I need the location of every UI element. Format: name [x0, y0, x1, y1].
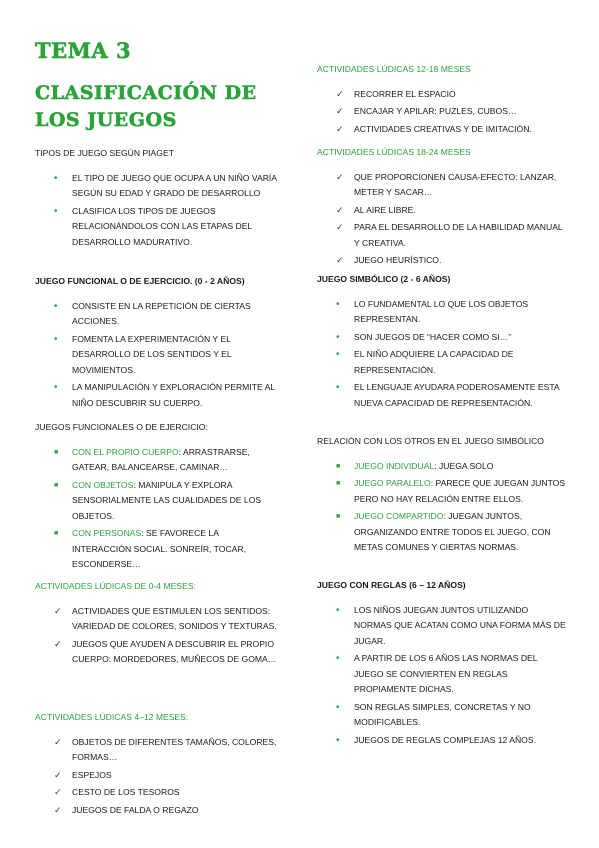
list-item: ✓ JUEGOS QUE AYUDEN A DESCUBRIR EL PROPIO CUERPO: MORDEDORES, MUÑECOS DE GOMA…: [54, 638, 277, 664]
list-item: • EL LENGUAJE AYUDARA PODEROSAMENTE ESTA NUEVA CAPACIDAD DE REPRESENTACIÓN.: [336, 382, 560, 408]
list-item: ■ JUEGO PARALELO: PARECE QUE JUEGAN JUNTOS PERO NO HAY RELACIÓN ENTRE ELLOS.: [336, 478, 566, 504]
list-item: • CLASIFICA LOS TIPOS DE JUEGOS RELACIONÁNDOLOS CON LAS ETAPAS DEL DESARROLLO MADURATIVO.: [54, 205, 252, 247]
bullet-icon: •: [336, 653, 340, 664]
ejercicio-heading: JUEGOS FUNCIONALES O DE EJERCICIO:: [35, 422, 208, 432]
list-item: • A PARTIR DE LOS 6 AÑOS LAS NORMAS DEL JUEGO SE CONVIERTEN EN REGLAS PROPIAMENTE DICHAS.: [336, 653, 538, 694]
list-item: ✓ ENCAJAR Y APILAR: PUZLES, CUBOS…: [317, 104, 567, 120]
bullet-icon: •: [54, 300, 58, 312]
square-bullet-icon: ■: [54, 448, 59, 456]
square-bullet-icon: ■: [336, 462, 341, 470]
ejercicio-list: [35, 445, 280, 573]
list-item: ✓ ACTIVIDADES CREATIVAS Y DE IMITACIÓN.: [317, 122, 567, 138]
list-item: ✓ CESTO DE LOS TESOROS: [35, 785, 280, 801]
list-item: ✓ ACTIVIDADES QUE ESTIMULEN LOS SENTIDOS: VARIEDAD DE COLORES, SONIDOS Y TEXTURAS.: [54, 605, 277, 631]
bullet-icon: •: [336, 331, 340, 343]
checkmark-icon: ✓: [336, 204, 344, 215]
list-item: • EL TIPO DE JUEGO QUE OCUPA A UN NIÑO VARÍA SEGÚN SU EDAD Y GRADO DE DESARROLLO: [54, 172, 277, 198]
bullet-icon: •: [336, 382, 340, 393]
funcional-section: [35, 274, 280, 413]
checkmark-icon: ✓: [336, 222, 344, 232]
bullet-icon: •: [54, 382, 58, 393]
tipos-section: [35, 146, 280, 252]
tipos-list: [35, 171, 280, 251]
act1824-section: [317, 145, 567, 271]
list-item: ■ CON EL PROPIO CUERPO: ARRASTRARSE, GATEAR, BALANCEARSE, CAMINAR…: [54, 446, 250, 472]
act1824-heading: ACTIVIDADES LÚDICAS 18-24 MESES: [317, 147, 471, 157]
simbolico-section: [317, 272, 567, 413]
bullet-icon: •: [336, 349, 340, 360]
checkmark-icon: ✓: [336, 123, 344, 134]
bullet-icon: •: [54, 333, 58, 345]
checkmark-icon: ✓: [54, 736, 62, 747]
list-item: • JUEGOS DE REGLAS COMPLEJAS 12 AÑOS.: [317, 733, 567, 749]
list-item: ✓ RECORRER EL ESPACIO: [317, 87, 567, 103]
checkmark-icon: ✓: [54, 769, 62, 780]
list-item: ✓ QUE PROPORCIONEN CAUSA-EFECTO: LANZAR, METER Y SACAR…: [336, 171, 557, 197]
act412-heading: ACTIVIDADES LÚDICAS 4–12 MESES:: [35, 712, 189, 722]
list-item: ✓ JUEGO HEURÍSTICO.: [317, 253, 567, 269]
checkmark-icon: ✓: [54, 638, 62, 649]
act1218-list: [317, 87, 567, 138]
list-item: • SON REGLAS SIMPLES, CONCRETAS Y NO MODIFICABLES.: [336, 701, 531, 727]
simbolico-list: [317, 297, 567, 412]
list-item: ✓ JUEGOS DE FALDA O REGAZO: [35, 803, 280, 819]
list-item: ■ JUEGO COMPARTIDO: JUEGAN JUNTOS, ORGANIZANDO ENTRE TODOS EL JUEGO, CON METAS COMUNES Y CIERTAS NORMAS.: [336, 511, 551, 552]
list-item: • LO FUNDAMENTAL LO QUE LOS OBJETOS REPRESENTAN.: [336, 298, 529, 324]
reglas-section: [317, 578, 567, 750]
list-item: • SON JUEGOS DE “HACER COMO SI…”: [317, 330, 567, 346]
relacion-list: [317, 459, 567, 556]
list-item: ✓ AL AIRE LIBRE.: [317, 203, 567, 219]
act1218-section: [317, 62, 567, 139]
act04-list: [35, 604, 280, 668]
checkmark-icon: ✓: [336, 255, 344, 265]
bullet-icon: •: [336, 734, 340, 746]
relacion-section: [317, 434, 567, 558]
list-item: • CONSISTE EN LA REPETICIÓN DE CIERTAS ACCIONES.: [54, 300, 251, 326]
square-bullet-icon: ■: [336, 480, 341, 487]
act04-heading: ACTIVIDADES LÚDICAS DE 0-4 MESES:: [35, 581, 196, 591]
list-item: ✓ ESPEJOS: [35, 768, 280, 784]
list-item: • FOMENTA LA EXPERIMENTACIÓN Y EL DESARROLLO DE LOS SENTIDOS Y EL MOVIMIENTOS.: [54, 333, 232, 375]
checkmark-icon: ✓: [54, 605, 62, 616]
list-item: • LOS NIÑOS JUEGAN JUNTOS UTILIZANDO NORMAS QUE ACATAN COMO UNA FORMA MÁS DE JUGAR.: [336, 604, 566, 646]
act1218-heading: ACTIVIDADES LÚDICAS 12-18 MESES: [317, 64, 471, 74]
list-item: • LA MANIPULACIÓN Y EXPLORACIÓN PERMITE AL NIÑO DESCUBRIR SU CUERPO.: [54, 382, 275, 408]
funcional-list: [35, 299, 280, 412]
bullet-icon: •: [54, 205, 58, 217]
square-bullet-icon: ■: [54, 530, 59, 537]
reglas-list: [317, 603, 567, 749]
relacion-heading: RELACIÓN CON LOS OTROS EN EL JUEGO SIMBÓLICO: [317, 436, 544, 446]
act1824-list: [317, 170, 567, 269]
checkmark-icon: ✓: [54, 804, 62, 815]
checkmark-icon: ✓: [336, 106, 344, 116]
funcional-heading: JUEGO FUNCIONAL O DE EJERCICIO. (0 - 2 AÑOS): [35, 276, 245, 286]
list-item: ■ CON OBJETOS: MANIPULA Y EXPLORA SENSORIALMENTE LAS CUALIDADES DE LOS OBJETOS.: [54, 479, 262, 521]
checkmark-icon: ✓: [336, 88, 344, 99]
checkmark-icon: ✓: [336, 171, 344, 182]
bullet-icon: •: [54, 172, 58, 184]
tipos-heading: TIPOS DE JUEGO SEGÚN PIAGET: [35, 148, 174, 158]
square-bullet-icon: ■: [54, 481, 59, 489]
bullet-icon: •: [336, 298, 340, 310]
bullet-icon: •: [336, 701, 340, 713]
list-item: • EL NIÑO ADQUIERE LA CAPACIDAD DE REPRESENTACIÓN.: [336, 349, 514, 375]
page-subtitle: CLASIFICACIÓN DE LOS JUEGOS: [35, 82, 257, 131]
reglas-heading: JUEGO CON REGLAS (6 – 12 AÑOS): [317, 580, 466, 590]
checkmark-icon: ✓: [54, 787, 62, 797]
page-title: TEMA 3: [35, 38, 132, 63]
act04-section: [35, 579, 280, 670]
simbolico-heading: JUEGO SIMBÓLICO (2 - 6 AÑOS): [317, 274, 451, 284]
bullet-icon: •: [336, 604, 340, 616]
list-item: ■ JUEGO INDIVIDUAL: JUEGA SOLO: [317, 459, 567, 475]
list-item: ■ CON PERSONAS: SE FAVORECE LA INTERACCIÓN SOCIAL. SONREÍR, TOCAR, ESCONDERSE…: [54, 528, 246, 569]
list-item: ✓ OBJETOS DE DIFERENTES TAMAÑOS, COLORES, FORMAS…: [54, 736, 277, 762]
ejercicio-section: [35, 420, 280, 575]
act412-section: [35, 710, 280, 820]
act412-list: [35, 735, 280, 819]
square-bullet-icon: ■: [336, 513, 341, 520]
list-item: ✓ PARA EL DESARROLLO DE LA HABILIDAD MANUAL Y CREATIVA.: [336, 222, 563, 248]
